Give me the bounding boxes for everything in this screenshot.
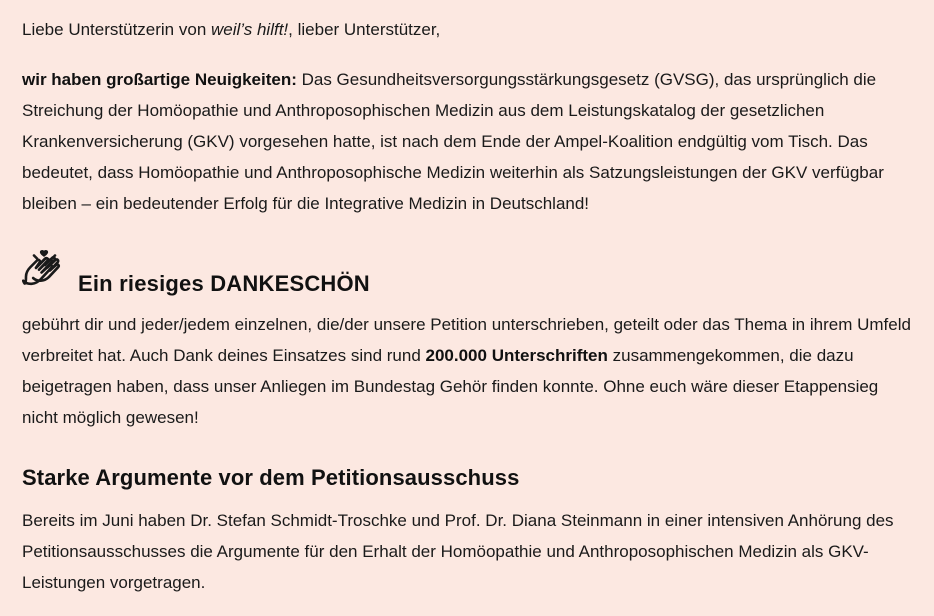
greeting-suffix: , lieber Unterstützer,	[288, 20, 441, 39]
signature-count: 200.000 Unterschriften	[425, 346, 608, 365]
greeting	[22, 18, 914, 41]
intro-lead: wir haben großartige Neuigkeiten:	[22, 70, 297, 89]
thanks-text-before: gebührt dir und jeder/jedem einzelnen, die/der unsere Petition unterschrieben, geteilt oder das Thema in ihrem Umfeld verbreitet hat. Auch Dank deines Einsatzes sind rund	[22, 315, 911, 365]
thanks-paragraph	[22, 309, 914, 433]
brand-name: weil’s hilft!	[211, 20, 289, 39]
thanks-title: Ein riesiges DANKESCHÖN	[78, 271, 370, 296]
arguments-paragraph: Bereits im Juni haben Dr. Stefan Schmidt-Troschke und Prof. Dr. Diana Steinmann in einer intensiven Anhörung des Petitionsausschusses die Argumente für den Erhalt der Homöopathie und Anthroposophischen Medizin als GKV-Leistungen vorgetragen.	[22, 511, 894, 592]
clapping-hands-icon	[22, 246, 72, 298]
greeting-prefix: Liebe Unterstützerin von	[22, 20, 211, 39]
intro-paragraph	[22, 64, 914, 219]
intro-text: Das Gesundheitsversorgungsstärkungsgesetz (GVSG), das ursprünglich die Streichung der Homöopathie und Anthroposophischen Medizin aus dem Leistungskatalog der gesetzlichen Krankenversicherung (GKV) vorgesehen hatte, ist nach dem Ende der Ampel-Koalition endgültig vom Tisch. Das bedeutet, dass Homöopathie und Anthroposophische Medizin weiterhin als Satzungsleistungen der GKV verfügbar bleiben – ein bedeutender Erfolg für die Integrative Medizin in Deutschland!	[22, 70, 884, 213]
thanks-heading	[22, 244, 914, 298]
arguments-title: Starke Argumente vor dem Petitionsausschuss	[22, 465, 520, 490]
thanks-text-after: zusammengekommen, die dazu beigetragen haben, dass unser Anliegen im Bundestag Gehör finden konnte. Ohne euch wäre dieser Etappensieg nicht möglich gewesen!	[22, 346, 879, 427]
